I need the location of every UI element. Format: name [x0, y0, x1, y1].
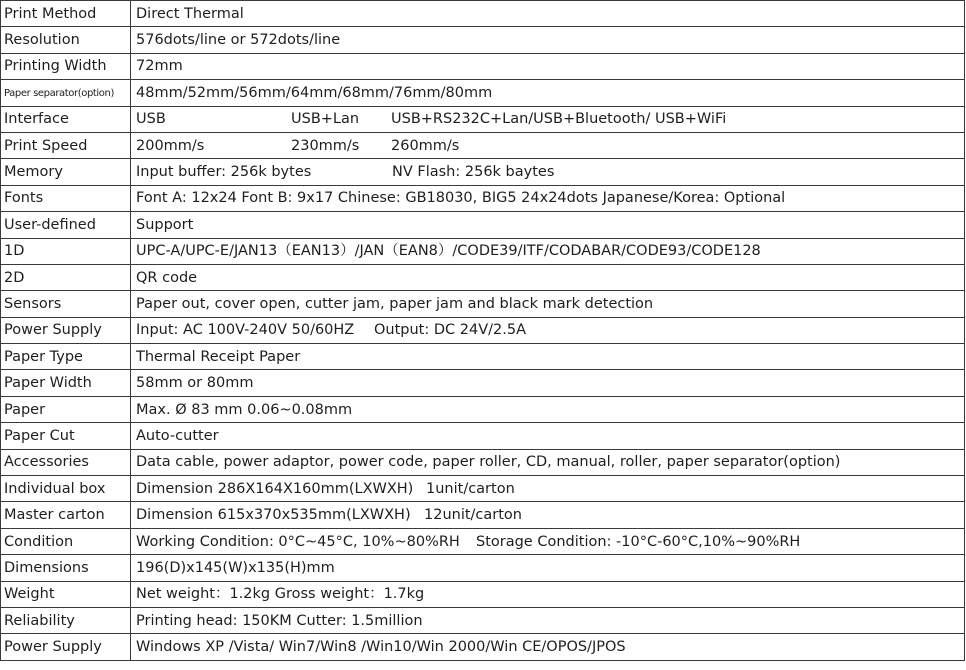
row-value: 48mm/52mm/56mm/64mm/68mm/76mm/80mm [131, 80, 965, 106]
value-part: NV Flash: 256k baytes [392, 164, 555, 181]
row-label: Sensors [1, 291, 131, 317]
row-value: Net weight：1.2kg Gross weight：1.7kg [131, 581, 965, 607]
row-value: Font A: 12x24 Font B: 9x17 Chinese: GB18030, BIG5 24x24dots Japanese/Korea: Optional [131, 185, 965, 211]
table-row [1, 238, 965, 264]
value-part: Input: AC 100V-240V 50/60HZ [136, 322, 355, 339]
table-row [1, 607, 965, 633]
table-row [1, 476, 965, 502]
row-value: UPC-A/UPC-E/JAN13（EAN13）/JAN（EAN8）/CODE39/ITF/CODABAR/CODE93/CODE128 [131, 238, 965, 264]
table-row [1, 370, 965, 396]
table-row [1, 634, 965, 660]
row-label: Paper Cut [1, 423, 131, 449]
row-value: Max. Ø 83 mm 0.06~0.08mm [131, 396, 965, 422]
table-row [1, 317, 965, 343]
row-label-text: Paper separator(option) [4, 87, 114, 99]
row-value: Auto-cutter [131, 423, 965, 449]
table-row [1, 449, 965, 475]
table-row [1, 423, 965, 449]
row-label: Fonts [1, 185, 131, 211]
row-label: Accessories [1, 449, 131, 475]
value-part: Dimension 286X164X160mm(LXWXH) [136, 480, 414, 497]
table-row [1, 502, 965, 528]
row-label: Reliability [1, 607, 131, 633]
row-label: Print Method [1, 1, 131, 27]
table-row [1, 1, 965, 27]
table-row [1, 185, 965, 211]
row-label: Power Supply [1, 634, 131, 660]
row-value: 196(D)x145(W)x135(H)mm [131, 555, 965, 581]
row-value: Paper out, cover open, cutter jam, paper jam and black mark detection [131, 291, 965, 317]
row-value [131, 528, 965, 554]
table-row [1, 212, 965, 238]
row-value: QR code [131, 264, 965, 290]
row-value: 576dots/line or 572dots/line [131, 27, 965, 53]
value-part: 200mm/s [136, 137, 205, 154]
value-part: 1unit/carton [426, 480, 515, 497]
row-value: Support [131, 212, 965, 238]
table-row [1, 528, 965, 554]
row-label: Condition [1, 528, 131, 554]
table-row [1, 291, 965, 317]
row-value [131, 132, 965, 158]
table-row [1, 555, 965, 581]
row-label: Power Supply [1, 317, 131, 343]
value-part: Output: DC 24V/2.5A [374, 322, 526, 339]
value-part: USB+RS232C+Lan/USB+Bluetooth/ USB+WiFi [391, 111, 727, 128]
row-value: Windows XP /Vista/ Win7/Win8 /Win10/Win 2000/Win CE/OPOS/JPOS [131, 634, 965, 660]
row-value [131, 502, 965, 528]
row-value [131, 106, 965, 132]
table-row [1, 27, 965, 53]
value-part: USB [136, 111, 166, 128]
value-part: Input buffer: 256k bytes [136, 164, 312, 181]
row-label: Interface [1, 106, 131, 132]
row-label: Dimensions [1, 555, 131, 581]
row-value: Thermal Receipt Paper [131, 344, 965, 370]
row-label: Paper [1, 396, 131, 422]
row-label: Weight [1, 581, 131, 607]
value-part: 12unit/carton [424, 507, 522, 524]
table-row [1, 396, 965, 422]
table-row [1, 264, 965, 290]
table-row [1, 80, 965, 106]
row-label: Master carton [1, 502, 131, 528]
value-part: Dimension 615x370x535mm(LXWXH) [136, 507, 411, 524]
table-row [1, 581, 965, 607]
row-label: Paper Type [1, 344, 131, 370]
row-label [1, 80, 131, 106]
row-label: Memory [1, 159, 131, 185]
row-value: 72mm [131, 53, 965, 79]
row-label: Print Speed [1, 132, 131, 158]
row-label: 1D [1, 238, 131, 264]
value-part: Storage Condition: -10°C-60°C,10%~90%RH [476, 533, 801, 550]
row-label: Individual box [1, 476, 131, 502]
value-part: USB+Lan [291, 111, 360, 128]
row-value: Data cable, power adaptor, power code, paper roller, CD, manual, roller, paper separator(option) [131, 449, 965, 475]
table-row [1, 159, 965, 185]
row-value [131, 317, 965, 343]
row-label: Paper Width [1, 370, 131, 396]
row-value [131, 159, 965, 185]
row-value: Printing head: 150KM Cutter: 1.5million [131, 607, 965, 633]
row-value: Direct Thermal [131, 1, 965, 27]
value-part: 230mm/s [291, 137, 360, 154]
row-value [131, 476, 965, 502]
row-label: User-defined [1, 212, 131, 238]
table-row [1, 53, 965, 79]
row-label: 2D [1, 264, 131, 290]
row-label: Printing Width [1, 53, 131, 79]
table-row [1, 132, 965, 158]
row-value: 58mm or 80mm [131, 370, 965, 396]
row-label: Resolution [1, 27, 131, 53]
table-row [1, 344, 965, 370]
value-part: 260mm/s [391, 137, 460, 154]
value-part: Working Condition: 0°C~45°C, 10%~80%RH [136, 533, 460, 550]
table-row [1, 106, 965, 132]
